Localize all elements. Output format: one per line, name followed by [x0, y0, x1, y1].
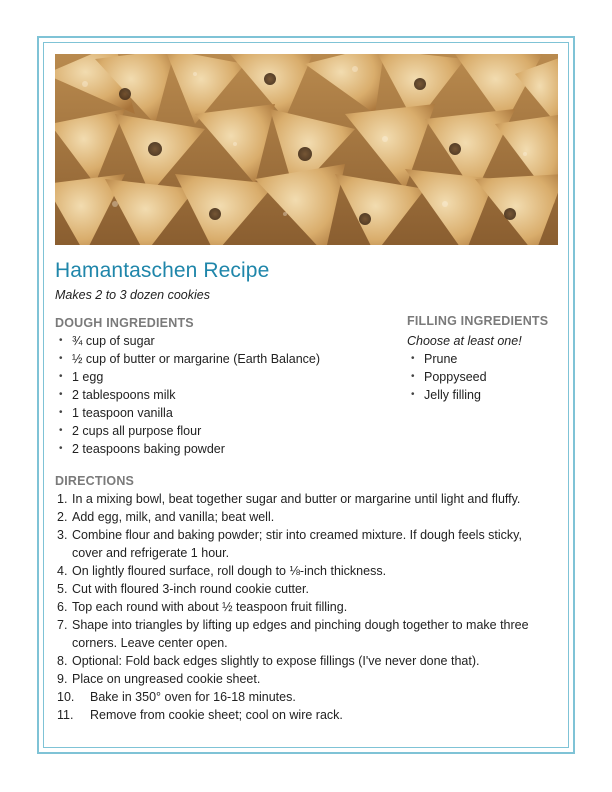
step-item [55, 616, 545, 652]
step-item [55, 688, 545, 706]
list-item [55, 350, 320, 368]
filling-ingredients-list [407, 350, 487, 404]
step-text: Top each round with about ½ teaspoon fruit filling. [72, 600, 348, 614]
step-item [55, 508, 545, 526]
step-text: Cut with floured 3-inch round cookie cutter. [72, 582, 309, 596]
recipe-title: Hamantaschen Recipe [55, 259, 270, 282]
step-number: 8. [57, 654, 68, 668]
step-number: 7. [57, 618, 68, 632]
ingredient-text: 2 tablespoons milk [72, 388, 176, 402]
filling-note: Choose at least one! [407, 334, 522, 348]
step-item [55, 598, 545, 616]
step-number: 6. [57, 600, 68, 614]
bullet-icon: • [411, 371, 415, 382]
step-number: 3. [57, 528, 68, 542]
step-text: Combine flour and baking powder; stir into creamed mixture. If dough feels sticky, cover and refrigerate 1 hour. [72, 528, 522, 560]
list-item [55, 368, 320, 386]
bullet-icon: • [59, 425, 63, 436]
ingredient-text: 2 cups all purpose flour [72, 424, 202, 438]
bullet-icon: • [411, 353, 415, 364]
step-item [55, 580, 545, 598]
ingredient-text: ½ cup of butter or margarine (Earth Balance) [72, 352, 321, 366]
ingredient-text: 2 teaspoons baking powder [72, 442, 225, 456]
step-item [55, 670, 545, 688]
step-number: 1. [57, 492, 68, 506]
ingredient-text: 1 teaspoon vanilla [72, 406, 173, 420]
bullet-icon: • [59, 371, 63, 382]
step-number: 4. [57, 564, 68, 578]
step-item [55, 652, 545, 670]
bullet-icon: • [59, 407, 63, 418]
list-item [55, 386, 320, 404]
bullet-icon: • [411, 389, 415, 400]
filling-text: Prune [424, 352, 458, 366]
step-item [55, 562, 545, 580]
step-number: 9. [57, 672, 68, 686]
step-text: Add egg, milk, and vanilla; beat well. [72, 510, 275, 524]
list-item [407, 386, 487, 404]
hamantaschen-photo [55, 54, 558, 245]
bullet-icon: • [59, 389, 63, 400]
filling-text: Poppyseed [424, 370, 487, 384]
bullet-icon: • [59, 353, 63, 364]
directions-list [55, 490, 545, 724]
step-text: Optional: Fold back edges slightly to expose fillings (I've never done that). [72, 654, 480, 668]
dough-heading: DOUGH INGREDIENTS [55, 316, 194, 330]
list-item [55, 440, 320, 458]
list-item [407, 350, 487, 368]
directions-heading: DIRECTIONS [55, 474, 135, 488]
step-text: Place on ungreased cookie sheet. [72, 672, 261, 686]
ingredient-text: 1 egg [72, 370, 104, 384]
bullet-icon: • [59, 335, 63, 346]
step-number: 2. [57, 510, 68, 524]
step-item [55, 706, 545, 724]
bullet-icon: • [59, 443, 63, 454]
list-item [55, 404, 320, 422]
filling-heading: FILLING INGREDIENTS [407, 314, 549, 328]
recipe-yield: Makes 2 to 3 dozen cookies [55, 288, 210, 302]
list-item [407, 368, 487, 386]
step-text: On lightly floured surface, roll dough to ⅛-inch thickness. [72, 564, 387, 578]
list-item [55, 332, 320, 350]
step-number: 5. [57, 582, 68, 596]
step-text: In a mixing bowl, beat together sugar and butter or margarine until light and fluffy. [72, 492, 521, 506]
step-item [55, 490, 545, 508]
list-item [55, 422, 320, 440]
step-number: 11. [57, 708, 74, 722]
step-text: Bake in 350° oven for 16-18 minutes. [90, 690, 296, 704]
step-text: Shape into triangles by lifting up edges and pinching dough together to make three corners. Leave center open. [72, 618, 529, 650]
step-number: 10. [57, 690, 75, 704]
step-text: Remove from cookie sheet; cool on wire rack. [90, 708, 343, 722]
dough-ingredients-list [55, 332, 320, 458]
filling-text: Jelly filling [424, 388, 481, 402]
ingredient-text: ¾ cup of sugar [72, 334, 155, 348]
step-item [55, 526, 545, 562]
